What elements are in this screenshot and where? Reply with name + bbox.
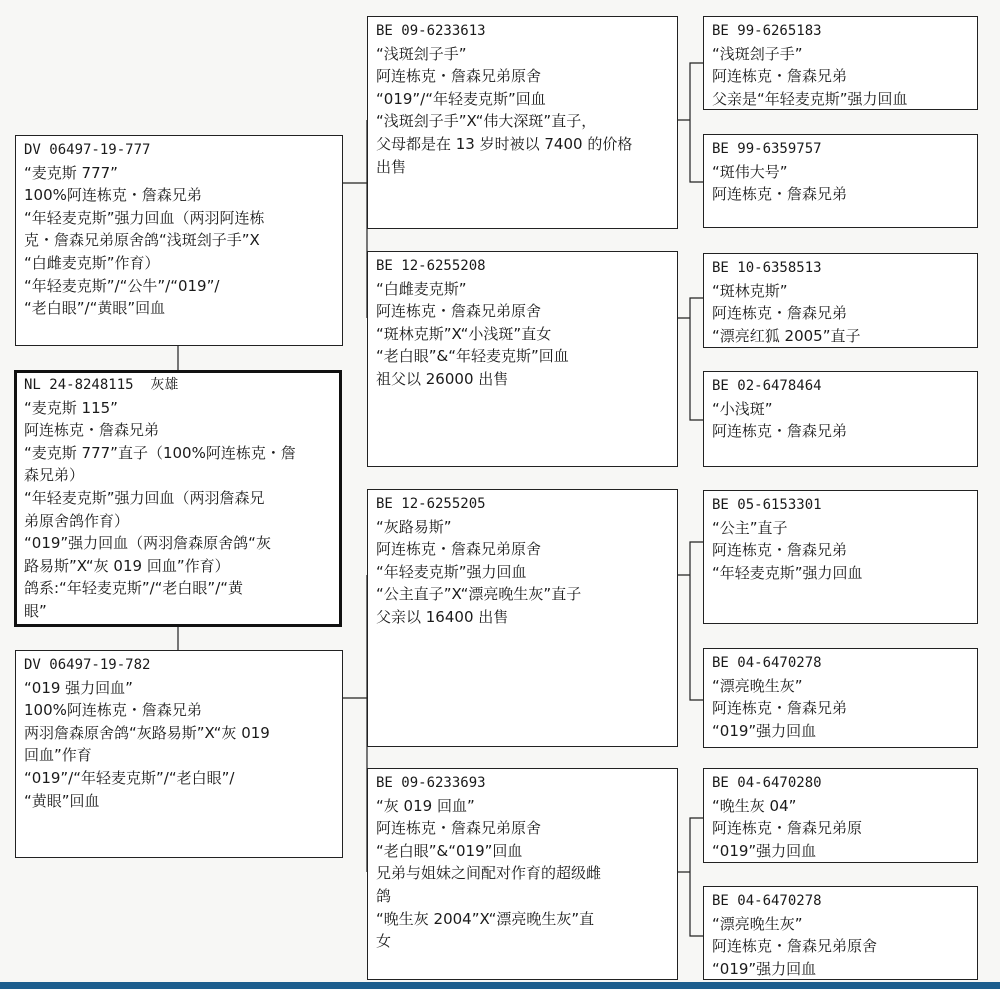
pedigree-text-line: 阿连栋克・詹森兄弟 [712, 541, 848, 560]
pedigree-text-line: “麦克斯 115” [24, 398, 118, 417]
dam-card [15, 650, 343, 858]
pedigree-text-line: 出售 [376, 157, 407, 176]
pedigree-text-line: “漂亮红狐 2005”直子 [712, 326, 861, 345]
pedigree-text-line: 森兄弟） [24, 466, 85, 485]
pedigree-text-line: 父亲以 16400 出售 [376, 607, 509, 626]
pedigree-text-line: 克・詹森兄弟原舍鸽“浅斑刽子手”X [24, 231, 260, 250]
ring-number: BE 04-6470280 [712, 775, 822, 791]
connector-ds-ggp [678, 542, 703, 700]
pedigree-text-line: “019”强力回血 [712, 721, 817, 740]
ring-number: BE 99-6359757 [712, 141, 822, 157]
pedigree-text-line: “灰路易斯” [376, 517, 452, 536]
pedigree-text-line: 回血”作育 [24, 746, 92, 765]
pedigree-text-line: “浅斑刽子手”X“伟大深斑”直子， [376, 112, 597, 131]
pedigree-text-line: “公主”直子 [712, 518, 788, 537]
pedigree-text-line: 阿连栋克・詹森兄弟 [712, 185, 848, 204]
pedigree-text-line: “漂亮晚生灰” [712, 914, 803, 933]
pedigree-text-line: 眼” [24, 601, 47, 620]
pedigree-text-line: “斑林克斯” [712, 281, 788, 300]
ggp-card-2 [703, 134, 978, 228]
pedigree-text-line: “019”强力回血（两羽詹森原舍鸽“灰 [24, 534, 271, 553]
pedigree-text-line: 祖父以 26000 出售 [376, 369, 509, 388]
pedigree-text-line: 鸽系:“年轻麦克斯”/“老白眼”/“黄 [24, 579, 244, 598]
ring-number: NL 24-8248115 灰雄 [24, 377, 179, 393]
pedigree-text-line: 阿连栋克・詹森兄弟原舍 [376, 819, 542, 838]
pedigree-text-line: “年轻麦克斯”强力回血 [376, 562, 527, 581]
pedigree-text-line: “019”/“年轻麦克斯”回血 [376, 89, 546, 108]
ggp-card-5 [703, 490, 978, 624]
ring-number: BE 04-6470278 [712, 655, 822, 671]
pedigree-text-line: 阿连栋克・詹森兄弟 [712, 304, 848, 323]
sire-sire-card [367, 16, 678, 229]
pedigree-text-line: 阿连栋克・詹森兄弟原舍 [376, 67, 542, 86]
ring-number: BE 05-6153301 [712, 497, 822, 513]
pedigree-text-line: 女 [376, 932, 392, 951]
connector-ss-ggp [678, 63, 703, 182]
ring-number: DV 06497-19-777 [24, 142, 151, 158]
pedigree-text-line: 阿连栋克・詹森兄弟原舍 [712, 937, 878, 956]
pedigree-text-line: “小浅斑” [712, 399, 773, 418]
pedigree-text-line: “年轻麦克斯”强力回血（两羽詹森兄 [24, 488, 265, 507]
pedigree-text-line: “老白眼”&“019”回血 [376, 841, 523, 860]
pedigree-text-line: 阿连栋克・詹森兄弟 [712, 699, 848, 718]
pedigree-text-line: “斑伟大号” [712, 162, 788, 181]
pedigree-text-line: 阿连栋克・詹森兄弟 [712, 422, 848, 441]
pedigree-text-line: “白雌麦克斯” [376, 279, 467, 298]
pedigree-text-line: 两羽詹森原舍鸽“灰路易斯”X“灰 019 [24, 723, 270, 742]
pedigree-text-line: “老白眼”/“黄眼”回血 [24, 299, 166, 318]
ring-number: BE 02-6478464 [712, 378, 822, 394]
pedigree-text-line: 100%阿连栋克・詹森兄弟 [24, 701, 202, 720]
ring-number: BE 12-6255208 [376, 258, 486, 274]
pedigree-text-line: “年轻麦克斯”/“公牛”/“019”/ [24, 276, 220, 295]
pedigree-text-line: “浅斑刽子手” [376, 44, 467, 63]
pedigree-text-line: 阿连栋克・詹森兄弟原舍 [376, 540, 542, 559]
connector-sire-grandparents [343, 120, 367, 318]
bottom-edge-band [0, 982, 1000, 989]
connector-sd-ggp [678, 298, 703, 420]
ggp-card-3 [703, 253, 978, 348]
pedigree-text-line: “年轻麦克斯”强力回血（两羽阿连栋 [24, 208, 265, 227]
pedigree-text-line: 兄弟与姐妹之间配对作育的超级雌 [376, 864, 602, 883]
pedigree-text-line: “公主直子”X“漂亮晚生灰”直子 [376, 585, 582, 604]
pedigree-text-line: 阿连栋克・詹森兄弟原舍 [376, 302, 542, 321]
ring-number: BE 10-6358513 [712, 260, 822, 276]
pedigree-text-line: “浅斑刽子手” [712, 44, 803, 63]
pedigree-text-line: “年轻麦克斯”强力回血 [712, 563, 863, 582]
pedigree-text-line: 阿连栋克・詹森兄弟 [712, 67, 848, 86]
ring-number: BE 99-6265183 [712, 23, 822, 39]
ring-number: BE 04-6470278 [712, 893, 822, 909]
ring-number: BE 12-6255205 [376, 496, 486, 512]
pedigree-text-line: “白雌麦克斯”作育） [24, 253, 160, 272]
connector-dd-ggp [678, 818, 703, 936]
pedigree-text-line: 100%阿连栋克・詹森兄弟 [24, 186, 202, 205]
pedigree-text-line: 鸽 [376, 886, 392, 905]
pedigree-text-line: 父母都是在 13 岁时被以 7400 的价格 [376, 134, 633, 153]
pedigree-text-line: 阿连栋克・詹森兄弟原 [712, 819, 863, 838]
ggp-card-7 [703, 768, 978, 863]
pedigree-text-line: “019”/“年轻麦克斯”/“老白眼”/ [24, 768, 235, 787]
pedigree-text-line: 路易斯”X“灰 019 回血”作育） [24, 556, 230, 575]
pedigree-text-line: “麦克斯 777” [24, 163, 118, 182]
connector-dam-grandparents [343, 575, 367, 872]
dam-dam-card [367, 768, 678, 980]
ring-number: BE 09-6233613 [376, 23, 486, 39]
ggp-card-8 [703, 886, 978, 980]
sire-dam-card [367, 251, 678, 467]
pedigree-text-line: 阿连栋克・詹森兄弟 [24, 421, 160, 440]
ggp-card-6 [703, 648, 978, 748]
pedigree-text-line: “019”强力回血 [712, 841, 817, 860]
ggp-card-1 [703, 16, 978, 110]
pedigree-text-line: “019”强力回血 [712, 959, 817, 978]
pedigree-text-line: 父亲是“年轻麦克斯”强力回血 [712, 89, 908, 108]
pedigree-text-line: 弟原舍鸽作育） [24, 511, 130, 530]
pedigree-text-line: “斑林克斯”X“小浅斑”直女 [376, 324, 552, 343]
pedigree-text-line: “黄眼”回血 [24, 791, 100, 810]
ggp-card-4 [703, 371, 978, 467]
pedigree-text-line: “晚生灰 2004”X“漂亮晚生灰”直 [376, 909, 595, 928]
pedigree-text-line: “019 强力回血” [24, 678, 133, 697]
sire-card [15, 135, 343, 346]
pedigree-text-line: “晚生灰 04” [712, 796, 797, 815]
dam-sire-card [367, 489, 678, 747]
pedigree-text-line: “漂亮晚生灰” [712, 676, 803, 695]
pedigree-text-line: “老白眼”&“年轻麦克斯”回血 [376, 347, 569, 366]
ring-number: DV 06497-19-782 [24, 657, 151, 673]
pedigree-text-line: “麦克斯 777”直子（100%阿连栋克・詹 [24, 443, 296, 462]
pedigree-text-line: “灰 019 回血” [376, 796, 475, 815]
subject-card [14, 370, 342, 627]
ring-number: BE 09-6233693 [376, 775, 486, 791]
